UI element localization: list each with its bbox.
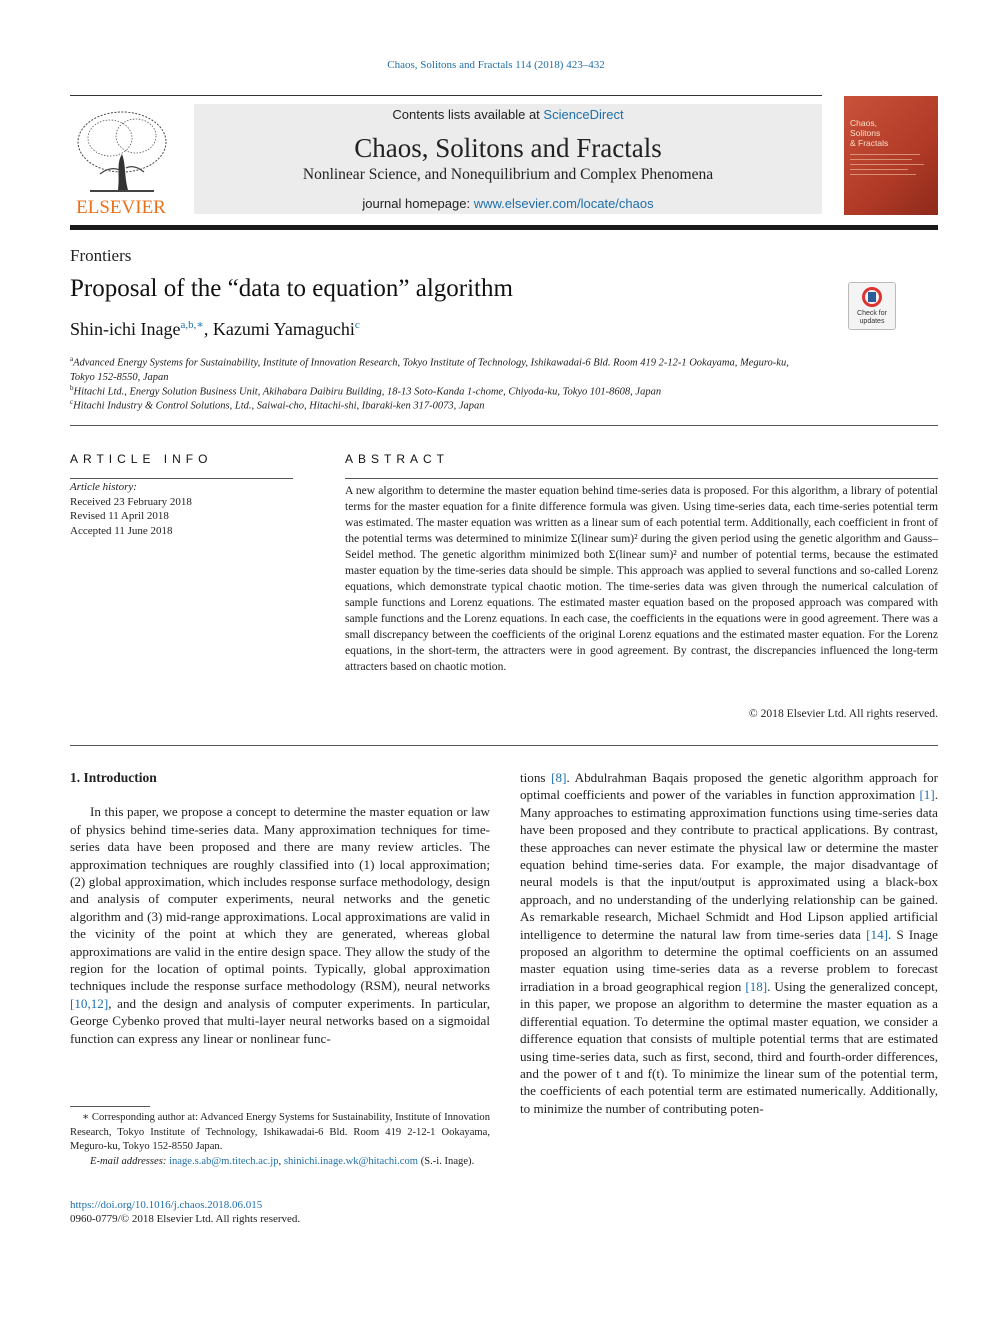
divider: [345, 478, 938, 479]
author-affiliation-marks[interactable]: a,b,∗: [180, 319, 204, 331]
email-link[interactable]: shinichi.inage.wk@hitachi.com: [283, 1155, 419, 1167]
elsevier-logo[interactable]: [70, 104, 172, 216]
article-title: Proposal of the “data to equation” algorithm: [70, 275, 513, 302]
author-name[interactable]: Kazumi Yamaguchi: [212, 319, 355, 339]
divider: [70, 478, 293, 479]
elsevier-tree-icon: [70, 104, 172, 216]
email-link[interactable]: inage.s.ab@m.titech.ac.jp: [169, 1155, 279, 1167]
header-rule: [70, 95, 822, 96]
journal-homepage-link[interactable]: www.elsevier.com/locate/chaos: [473, 196, 654, 211]
journal-homepage: journal homepage: www.elsevier.com/locate/chaos: [362, 196, 654, 211]
journal-masthead: [194, 104, 822, 214]
body-column-left: [70, 769, 490, 1047]
citation-link[interactable]: [8]: [551, 770, 567, 785]
citation-link[interactable]: [18]: [745, 978, 768, 994]
journal-title: Chaos, Solitons and Fractals: [354, 133, 662, 163]
divider: [70, 745, 938, 746]
body-column-right: [520, 769, 938, 1117]
affiliation: $^a$Advanced Energy Systems for Sustainability, Institute of Innovation Research, Tokyo Institute of Technology, Ishikawadai-6 Bld. Room 419 2-12-1 Ookayama, Meguro-ku, Tokyo 152-8550, Japan: [70, 355, 789, 383]
journal-cover-image[interactable]: [844, 96, 938, 215]
masthead-rule: [70, 225, 938, 230]
abstract-copyright: © 2018 Elsevier Ltd. All rights reserved.: [748, 707, 938, 720]
author-affiliation-marks[interactable]: c: [354, 319, 360, 331]
article-section: Frontiers: [70, 246, 132, 265]
citation-link[interactable]: [10,12]: [70, 995, 109, 1011]
divider: [70, 425, 938, 426]
corresponding-author-footnote: ∗ Corresponding author at: Advanced Energy Systems for Sustainability, Institute of Innovation Research, Tokyo Institute of Technology, Ishikawadai-6 Bld. Room 419 2-12-1 Ookayama, Meguro-ku, Tokyo 152-8550 Japan. E-mail addresses: inage.s.ab@m.titech.ac.jp, shinichi.inage.wk@hitachi.com (S.-i. Inage).: [70, 1112, 490, 1167]
issn-copyright: 0960-0779/© 2018 Elsevier Ltd. All rights reserved.: [70, 1213, 301, 1225]
check-for-updates-button[interactable]: [848, 282, 896, 330]
check-updates-label: Check for updates: [857, 310, 887, 325]
abstract-heading: ABSTRACT: [345, 452, 450, 466]
sciencedirect-link[interactable]: ScienceDirect: [543, 107, 624, 122]
contents-line: Contents lists available at ScienceDirect: [392, 107, 624, 122]
body-paragraph: In this paper, we propose a concept to determine the master equation or law of physics behind time-series data. Many approximation techniques for time-series data have been proposed and there are many review articles. The approximation techniques are roughly classified into (1) local approximation; (2) global approximation, which includes response surface methodology, design and analysis of computer experiments, neural networks and the genetic algorithm and (3) mid-range approximations. Local approximations are valid in the vicinity of the point at which they are generated, whereas global approximations are valid in the entire design space. They allow the study of the region for the location of optimal points. Typically, global approximation techniques include the response surface methodology (RSM), neural networks [10,12], and the design and analysis of computer experiments. In particular, George Cybenko proved that multi-layer neural networks based on a sigmoidal function can express any linear or nonlinear func-: [70, 804, 490, 1046]
body-paragraph: tions [8]. Abdulrahman Baqais proposed the genetic algorithm approach for optimal coefficients and power of the variables in function approximation [1]. Many approaches to estimating approximation functions using time-series data have been proposed and they contribute to practical applications. By contrast, these approaches can never estimate the physical law or determine the master equation behind time-series data. For example, the major disadvantage of neural models is that the input/output is approximated using a black-box approach, and no understanding of the underlying relationship can be gained. As remarkable research, Michael Schmidt and Hod Lipson applied artificial intelligence to determine the natural law from time-series data [14]. S Inage proposed an algorithm to determine the optimal coefficients on an assumed master equation using time-series data as a reverse problem to forecast irradiation in a broad geographical region [18]. Using the generalized concept, in this paper, we propose an algorithm to determine the master equation as a differential equation. To determine the optimal master equation, we consider a difference equation that consists of multiple potential terms that are estimated using time-series data, such as first, second, third and fourth-order differences, and the power of t and f(t). To minimize the linear sum of the potential term, the coefficients of each potential term are estimated numerically. Additionally, to minimize the number of contributing poten-: [520, 770, 938, 1116]
citation-link[interactable]: [14]: [866, 926, 888, 942]
affiliation: $^b$Hitachi Ltd., Energy Solution Business Unit, Akihabara Daibiru Building, 18-13 Soto-Kanda 1-chome, Chiyoda-ku, Tokyo 101-8608, Japan: [70, 384, 662, 398]
cover-title: Chaos, Solitons & Fractals: [850, 118, 889, 148]
elsevier-wordmark: ELSEVIER: [76, 197, 166, 216]
affiliation: $^c$Hitachi Industry & Control Solutions, Ltd., Saiwai-cho, Hitachi-shi, Ibaraki-ken 317-0073, Japan: [70, 398, 485, 412]
author-list: Shin-ichi Inage$^{a,b,∗}$, Kazumi Yamaguchi$^c$: [70, 319, 360, 339]
article-history: Article history: Received 23 February 2018 Revised 11 April 2018 Accepted 11 June 2018: [70, 481, 192, 537]
abstract-text: A new algorithm to determine the master equation behind time-series data is proposed. For this algorithm, a library of potential terms for the master equation for a finite difference formula was given. Using time-series data, each time-series potential term was estimated. The master equation was written as a linear sum of each potential term. Additionally, each coefficient in front of the potential terms was determined to minimize Σ(linear sum)² during the given period using the genetic algorithm and Gauss–Seidel method. The genetic algorithm minimized both Σ(linear sum)² and number of potential terms, because the estimated master equation by the time-series data should be simple. This approach was applied to several functions and so-called Lorenz equations, which demonstrate typical chaotic motion. The time-series data was given through the numerical calculation of sample functions and Lorenz equations. The estimated master equation based on the proposed approach was compared with sample functions and the Lorenz equations. In each case, the coefficients in the equations were in good agreement. There was a small discrepancy between the coefficients of the original Lorenz equations and the estimated master equation. For the Lorenz equations, in the short-term, the attracters were in good agreement. By contrast, the discrepancies influenced the long-term attracters based on chaotic motion.: [345, 484, 938, 673]
citation-link[interactable]: [1]: [919, 787, 935, 803]
article-info-heading: ARTICLE INFO: [70, 452, 213, 466]
journal-citation[interactable]: Chaos, Solitons and Fractals 114 (2018) 423–432: [387, 59, 605, 71]
author-name[interactable]: Shin-ichi Inage: [70, 319, 181, 339]
footnote-rule: [70, 1106, 150, 1107]
doi-link[interactable]: https://doi.org/10.1016/j.chaos.2018.06.015: [70, 1199, 263, 1211]
journal-subtitle: Nonlinear Science, and Nonequilibrium and Complex Phenomena: [302, 166, 714, 183]
section-heading: 1. Introduction: [70, 770, 157, 785]
